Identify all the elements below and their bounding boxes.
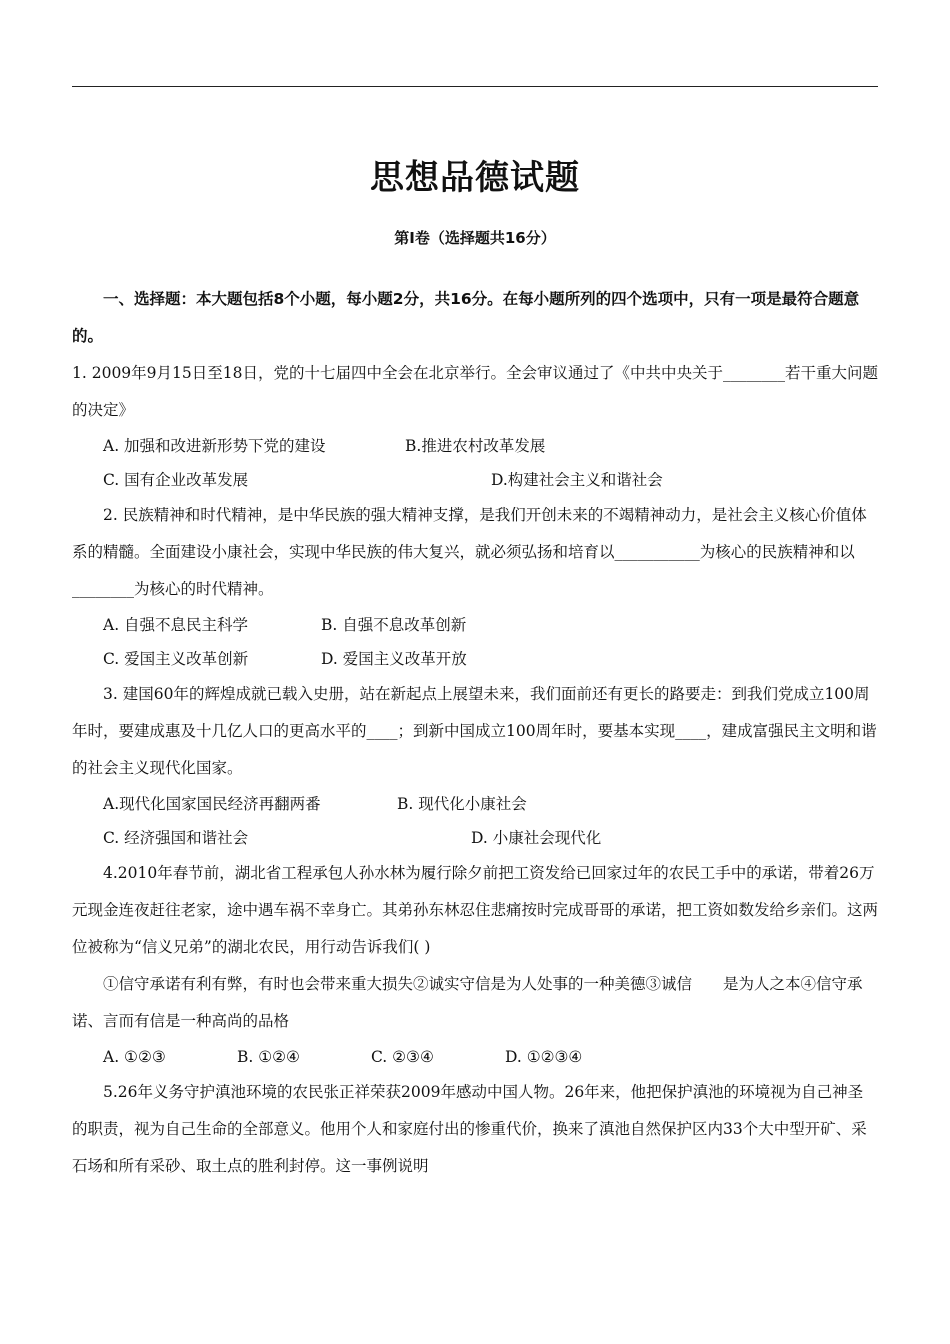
q3-option-d: D. 小康社会现代化 bbox=[471, 829, 602, 847]
question-1-options bbox=[72, 429, 878, 463]
question-5-stem: 5.26年义务守护滇池环境的农民张正祥荣获2009年感动中国人物。26年来，他把保护滇池的环境视为自己神圣的职责，视为自己生命的全部意义。他用个人和家庭付出的惨重代价，换来了滇池自然保护区内33个大中型开矿、采石场和所有采砂、取土点的胜利封停。这一事例说明 bbox=[72, 1083, 867, 1175]
page-title: 思想品德试题 bbox=[370, 158, 580, 198]
header-rule bbox=[72, 86, 878, 87]
q3-option-c: C. 经济强国和谐社会 bbox=[103, 829, 249, 847]
q1-option-d: D.构建社会主义和谐社会 bbox=[491, 471, 663, 489]
question-3-stem: 3. 建国60年的辉煌成就已载入史册，站在新起点上展望未来，我们面前还有更长的路要走：到我们党成立100周年时，要建成惠及十几亿人口的更高水平的____；到新中国成立100周年时，要基本实现____，建成富强民主文明和谐的社会主义现代化国家。 bbox=[72, 685, 877, 777]
question-3-options-2 bbox=[72, 821, 878, 855]
q1-option-b: B.推进农村改革发展 bbox=[405, 437, 546, 455]
question-1-stem: 1. 2009年9月15日至18日，党的十七届四中全会在北京举行。全会审议通过了《中共中央关于________若干重大问题的决定》 bbox=[72, 364, 878, 419]
section-subtitle: 第Ⅰ卷（选择题共16分） bbox=[394, 229, 556, 247]
question-3-options bbox=[72, 787, 878, 821]
q4-option-d: D. ①②③④ bbox=[505, 1048, 583, 1066]
q2-option-c: C. 爱国主义改革创新 bbox=[103, 650, 249, 668]
q4-option-b: B. ①②④ bbox=[237, 1048, 300, 1066]
q2-option-b: B. 自强不息改革创新 bbox=[321, 616, 467, 634]
question-1-options-2 bbox=[72, 463, 878, 497]
q1-option-c: C. 国有企业改革发展 bbox=[103, 471, 249, 489]
question-2-stem: 2. 民族精神和时代精神，是中华民族的强大精神支撑，是我们开创未来的不竭精神动力，是社会主义核心价值体系的精髓。全面建设小康社会，实现中华民族的伟大复兴，就必须弘扬和培育以___________为核心的民族精神和以________为核心的时代精神。 bbox=[72, 506, 867, 598]
q4-option-a: A. ①②③ bbox=[103, 1048, 166, 1066]
q2-option-d: D. 爱国主义改革开放 bbox=[321, 650, 467, 668]
q3-option-a: A.现代化国家国民经济再翻两番 bbox=[103, 795, 321, 813]
q1-option-a: A. 加强和改进新形势下党的建设 bbox=[103, 437, 326, 455]
question-2-options bbox=[72, 608, 878, 642]
question-4-statements: ①信守承诺有利有弊，有时也会带来重大损失②诚实守信是为人处事的一种美德③诚信 是为人之本④信守承诺、言而有信是一种高尚的品格 bbox=[72, 975, 863, 1030]
q4-option-c: C. ②③④ bbox=[371, 1048, 434, 1066]
question-2-options-2 bbox=[72, 642, 878, 676]
q3-option-b: B. 现代化小康社会 bbox=[397, 795, 527, 813]
question-4-options bbox=[72, 1040, 878, 1074]
section-heading: 一、选择题：本大题包括8个小题，每小题2分，共16分。在每小题所列的四个选项中，只有一项是最符合题意的。 bbox=[72, 290, 860, 345]
question-4-stem: 4.2010年春节前，湖北省工程承包人孙水林为履行除夕前把工资发给已回家过年的农民工手中的承诺，带着26万元现金连夜赶往老家，途中遇车祸不幸身亡。其弟孙东林忍住悲痛按时完成哥哥的承诺，把工资如数发给乡亲们。这两位被称为“信义兄弟”的湖北农民，用行动告诉我们( ) bbox=[72, 864, 879, 956]
exam-content bbox=[72, 281, 878, 1185]
q2-option-a: A. 自强不息民主科学 bbox=[103, 616, 249, 634]
